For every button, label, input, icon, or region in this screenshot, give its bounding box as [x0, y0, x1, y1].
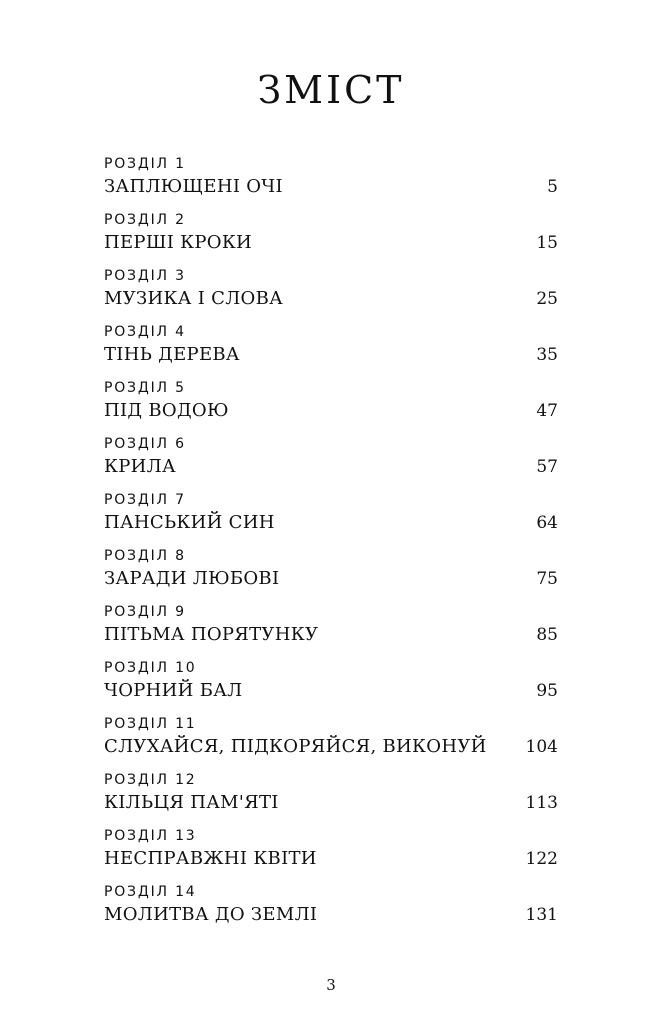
- chapter-page[interactable]: 95: [536, 681, 558, 701]
- toc-entry-10[interactable]: [104, 658, 558, 714]
- chapter-title[interactable]: СЛУХАЙСЯ, ПІДКОРЯЙСЯ, ВИКОНУЙ: [104, 736, 487, 757]
- chapter-title[interactable]: МОЛИТВА ДО ЗЕМЛІ: [104, 904, 318, 925]
- chapter-title[interactable]: ПАНСЬКИЙ СИН: [104, 512, 275, 533]
- chapter-title[interactable]: МУЗИКА І СЛОВА: [104, 288, 284, 309]
- chapter-label: РОЗДІЛ 11: [104, 716, 197, 732]
- chapter-page[interactable]: 131: [525, 905, 558, 925]
- chapter-label: РОЗДІЛ 10: [104, 660, 197, 676]
- chapter-label: РОЗДІЛ 6: [104, 436, 186, 452]
- chapter-title[interactable]: ЗАПЛЮЩЕНІ ОЧІ: [104, 176, 283, 197]
- toc-entry-1[interactable]: [104, 154, 558, 210]
- chapter-title[interactable]: ТІНЬ ДЕРЕВА: [104, 344, 240, 365]
- chapter-page[interactable]: 47: [536, 401, 558, 421]
- chapter-label: РОЗДІЛ 5: [104, 380, 186, 396]
- chapter-page[interactable]: 113: [525, 793, 558, 813]
- toc-entry-4[interactable]: [104, 322, 558, 378]
- toc-entry-2[interactable]: [104, 210, 558, 266]
- chapter-page[interactable]: 15: [536, 233, 558, 253]
- chapter-page[interactable]: 5: [547, 177, 558, 197]
- page-title: ЗМІСТ: [257, 68, 405, 112]
- toc-entry-6[interactable]: [104, 434, 558, 490]
- chapter-page[interactable]: 57: [536, 457, 558, 477]
- chapter-label: РОЗДІЛ 9: [104, 604, 186, 620]
- toc-entry-7[interactable]: [104, 490, 558, 546]
- chapter-page[interactable]: 104: [525, 737, 558, 757]
- toc-entry-11[interactable]: [104, 714, 558, 770]
- toc-entry-3[interactable]: [104, 266, 558, 322]
- toc-entry-13[interactable]: [104, 826, 558, 882]
- chapter-title[interactable]: ПЕРШІ КРОКИ: [104, 232, 253, 253]
- toc-entry-12[interactable]: [104, 770, 558, 826]
- chapter-page[interactable]: 35: [536, 345, 558, 365]
- chapter-label: РОЗДІЛ 2: [104, 212, 186, 228]
- chapter-label: РОЗДІЛ 12: [104, 772, 197, 788]
- chapter-title[interactable]: ЧОРНИЙ БАЛ: [104, 680, 243, 701]
- chapter-page[interactable]: 25: [536, 289, 558, 309]
- chapter-label: РОЗДІЛ 3: [104, 268, 186, 284]
- toc-entry-8[interactable]: [104, 546, 558, 602]
- chapter-title[interactable]: НЕСПРАВЖНІ КВІТИ: [104, 848, 317, 869]
- chapter-label: РОЗДІЛ 1: [104, 156, 186, 172]
- toc-entry-9[interactable]: [104, 602, 558, 658]
- chapter-label: РОЗДІЛ 7: [104, 492, 186, 508]
- chapter-title[interactable]: ПІТЬМА ПОРЯТУНКУ: [104, 624, 319, 645]
- chapter-label: РОЗДІЛ 4: [104, 324, 186, 340]
- chapter-title[interactable]: ПІД ВОДОЮ: [104, 400, 229, 421]
- chapter-title[interactable]: КІЛЬЦЯ ПАМ'ЯТІ: [104, 792, 279, 813]
- table-of-contents: [104, 154, 558, 938]
- chapter-label: РОЗДІЛ 13: [104, 828, 197, 844]
- page-number: 3: [326, 976, 336, 994]
- toc-entry-5[interactable]: [104, 378, 558, 434]
- toc-entry-14[interactable]: [104, 882, 558, 938]
- chapter-page[interactable]: 75: [536, 569, 558, 589]
- chapter-page[interactable]: 122: [525, 849, 558, 869]
- chapter-title[interactable]: КРИЛА: [104, 456, 176, 477]
- chapter-page[interactable]: 64: [536, 513, 558, 533]
- chapter-page[interactable]: 85: [536, 625, 558, 645]
- chapter-label: РОЗДІЛ 8: [104, 548, 186, 564]
- chapter-label: РОЗДІЛ 14: [104, 884, 197, 900]
- chapter-title[interactable]: ЗАРАДИ ЛЮБОВІ: [104, 568, 280, 589]
